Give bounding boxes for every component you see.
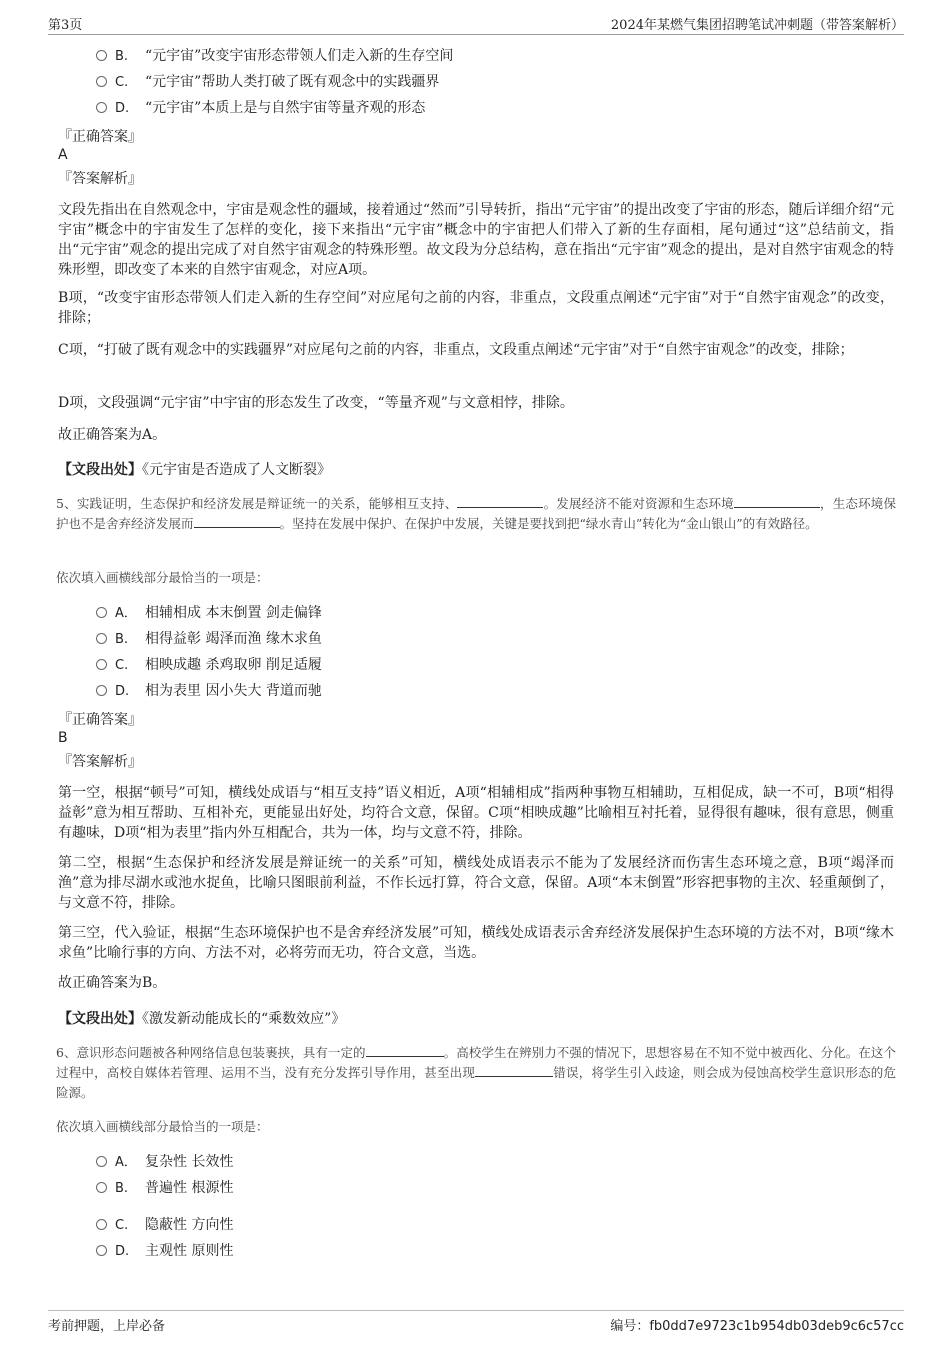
blank-line bbox=[194, 515, 280, 528]
q6-option-c[interactable]: C. 隐蔽性 方向性 bbox=[96, 1215, 233, 1235]
page-header bbox=[48, 14, 904, 35]
radio-icon[interactable] bbox=[96, 1245, 107, 1256]
radio-icon[interactable] bbox=[96, 102, 107, 113]
radio-icon[interactable] bbox=[96, 659, 107, 670]
q4-analysis-label: 『答案解析』 bbox=[58, 171, 142, 187]
radio-icon[interactable] bbox=[96, 76, 107, 87]
radio-icon[interactable] bbox=[96, 1219, 107, 1230]
radio-icon[interactable] bbox=[96, 685, 107, 696]
q5-analysis-paragraph: 第三空，代入验证，根据“生态环境保护也不是舍弃经济发展”可知，横线处成语表示舍弃经济发展保护生态环境的方法不对，B项“缘木求鱼”比喻行事的方向、方法不对，必将劳而无功，符合文意，当选。 bbox=[58, 925, 894, 961]
q6-option-a[interactable]: A． 复杂性 长效性 bbox=[96, 1152, 233, 1172]
q4-conclusion: 故正确答案为A。 bbox=[58, 427, 167, 443]
blank-line bbox=[734, 495, 820, 508]
q4-source: 【文段出处】《元宇宙是否造成了人文断裂》 bbox=[58, 462, 331, 478]
document-title: 2024年某燃气集团招聘笔试冲刺题（带答案解析） bbox=[610, 18, 904, 33]
q4-answer: A bbox=[58, 147, 68, 163]
q4-option-c[interactable]: C. “元宇宙”帮助人类打破了既有观念中的实践疆界 bbox=[96, 72, 439, 92]
q5-option-d[interactable]: D. 相为表里 因小失大 背道而驰 bbox=[96, 681, 322, 701]
blank-line bbox=[457, 495, 543, 508]
q4-analysis-paragraph: D项，文段强调“元宇宙”中宇宙的形态发生了改变，“等量齐观”与文意相悖，排除。 bbox=[58, 395, 574, 411]
q5-source: 【文段出处】《激发新动能成长的“乘数效应”》 bbox=[58, 1011, 346, 1027]
q4-analysis-paragraph: C项，“打破了既有观念中的实践疆界”对应尾句之前的内容，非重点，文段重点阐述“元宇宙”对于“自然宇宙观念”的改变，排除； bbox=[58, 342, 854, 358]
q5-stem: 5、实践证明，生态保护和经济发展是辩证统一的关系，能够相互支持、 。发展经济不能对资源和生态环境 ，生态环境保护也不是舍弃经济发展而 。坚持在发展中保护、在保护中发展，关键是要找到把“绿水青山”转化为“金山银山”的有效路径。 bbox=[56, 496, 896, 531]
q5-option-c[interactable]: C. 相映成趣 杀鸡取卵 削足适履 bbox=[96, 655, 322, 675]
q5-analysis-paragraph: 第一空，根据“顿号”可知，横线处成语与“相互支持”语义相近，A项“相辅相成”指两种事物互相辅助，互相促成，缺一不可，B项“相得益彰”意为相互帮助、互相补充，更能显出好处，均符合文意，保留。C项“相映成趣”比喻相互衬托着，显得很有趣味，很有意思，侧重有趣味，D项“相为表里”指内外互相配合，共为一体，均与文意不符，排除。 bbox=[58, 785, 894, 841]
q4-answer-label: 『正确答案』 bbox=[58, 129, 142, 145]
page-footer bbox=[48, 1310, 904, 1334]
q6-stem: 6、意识形态问题被各种网络信息包装裹挟，具有一定的 。高校学生在辨别力不强的情况下，思想容易在不知不觉中被西化、分化。在这个过程中，高校自媒体若管理、运用不当，没有充分发挥引导作用，甚至出现 错误，将学生引入歧途，则会成为侵蚀高校学生意识形态的危险源。 bbox=[56, 1045, 896, 1100]
q5-conclusion: 故正确答案为B。 bbox=[58, 975, 167, 991]
q5-option-b[interactable]: B. 相得益彰 竭泽而渔 缘木求鱼 bbox=[96, 629, 322, 649]
q5-answer-label: 『正确答案』 bbox=[58, 712, 142, 728]
q5-option-a[interactable]: A． 相辅相成 本末倒置 剑走偏锋 bbox=[96, 603, 322, 623]
radio-icon[interactable] bbox=[96, 1182, 107, 1193]
q4-analysis-paragraph: 文段先指出在自然观念中，宇宙是观念性的疆域，接着通过“然而”引导转折，指出“元宇宙”的提出改变了宇宙的形态，随后详细介绍“元宇宙”概念中的宇宙发生了怎样的变化，接下来指出“元宇宙”概念中的宇宙把人们带入了新的生存面相，尾句通过“这”总结前文，指出“元宇宙”观念的提出完成了对自然宇宙观念的特殊形塑。故文段为分总结构，意在指出“元宇宙”观念的提出，是对自然宇宙观念的特殊形塑，即改变了本来的自然宇宙观念，对应A项。 bbox=[58, 202, 894, 278]
q6-option-d[interactable]: D. 主观性 原则性 bbox=[96, 1241, 233, 1261]
radio-icon[interactable] bbox=[96, 607, 107, 618]
blank-line bbox=[366, 1044, 444, 1057]
q6-instruction: 依次填入画横线部分最恰当的一项是： bbox=[56, 1119, 269, 1134]
q5-instruction: 依次填入画横线部分最恰当的一项是： bbox=[56, 570, 269, 585]
radio-icon[interactable] bbox=[96, 633, 107, 644]
q5-analysis-label: 『答案解析』 bbox=[58, 754, 142, 770]
radio-icon[interactable] bbox=[96, 50, 107, 61]
blank-line bbox=[475, 1064, 553, 1077]
q5-analysis-paragraph: 第二空，根据“生态保护和经济发展是辩证统一的关系”可知，横线处成语表示不能为了发展经济而伤害生态环境之意，B项“竭泽而渔”意为排尽湖水或池水捉鱼，比喻只图眼前利益，不作长远打算，符合文意，保留。A项“本末倒置”形容把事物的主次、轻重颠倒了，与文意不符，排除。 bbox=[58, 855, 894, 911]
q4-option-d[interactable]: D. “元宇宙”本质上是与自然宇宙等量齐观的形态 bbox=[96, 98, 425, 118]
q6-option-b[interactable]: B. 普遍性 根源性 bbox=[96, 1178, 233, 1198]
page-number: 第3页 bbox=[48, 18, 83, 33]
q5-answer: B bbox=[58, 730, 68, 746]
q4-analysis-paragraph: B项，“改变宇宙形态带领人们走入新的生存空间”对应尾句之前的内容，非重点，文段重点阐述“元宇宙”对于“自然宇宙观念”的改变，排除； bbox=[58, 290, 894, 326]
document-code: 编号：fb0dd7e9723c1b954db03deb9c6c57cc bbox=[610, 1319, 904, 1334]
q4-option-b[interactable]: B. “元宇宙”改变宇宙形态带领人们走入新的生存空间 bbox=[96, 46, 453, 66]
footer-slogan: 考前押题，上岸必备 bbox=[48, 1319, 166, 1334]
radio-icon[interactable] bbox=[96, 1156, 107, 1167]
